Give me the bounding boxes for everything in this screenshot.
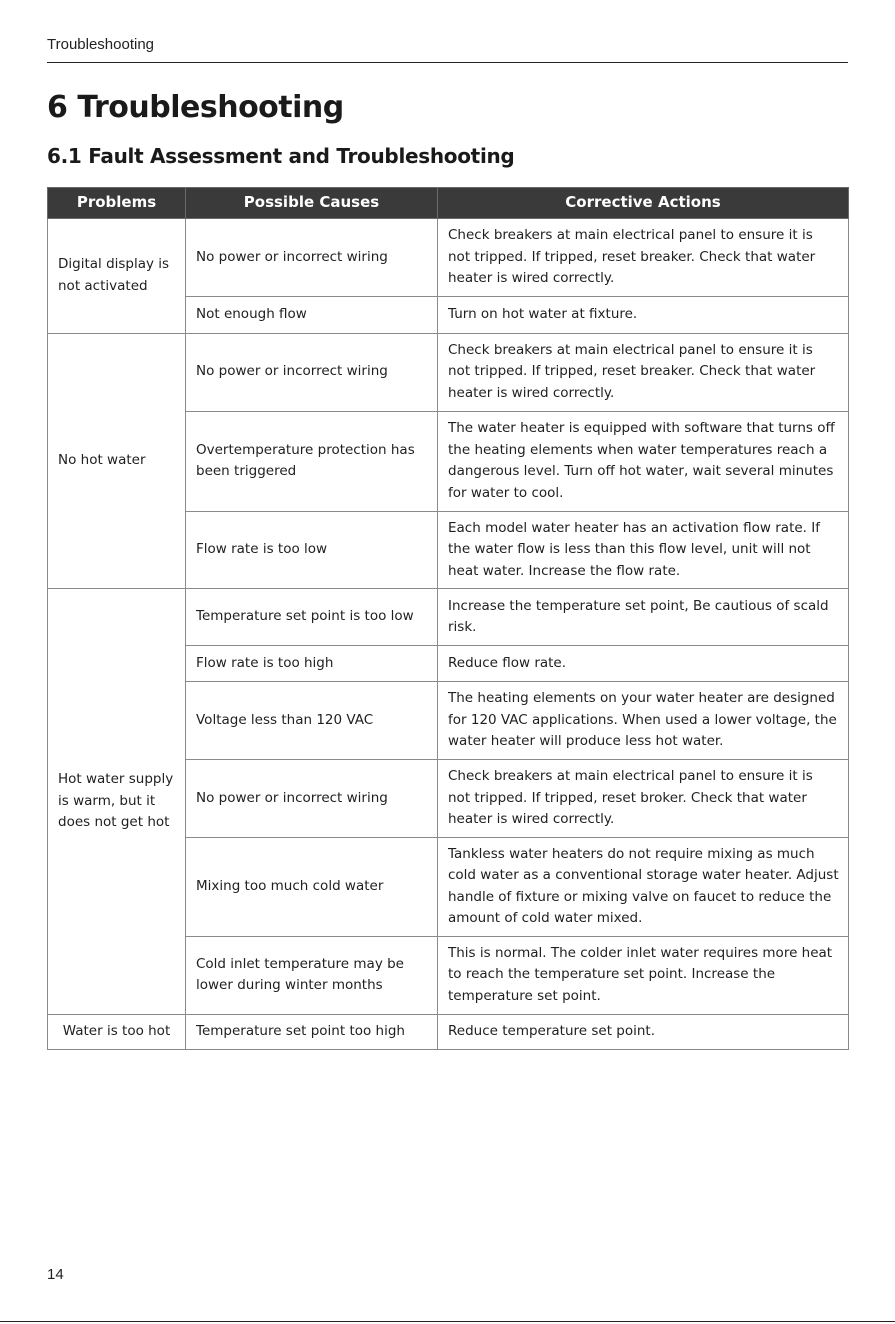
table-row <box>48 219 849 297</box>
fault-table <box>47 187 849 1050</box>
cause-cell: Overtemperature protection has been triggered <box>186 411 438 511</box>
fault-table-body <box>48 219 849 1050</box>
problem-cell: Hot water supply is warm, but it does not get hot <box>48 589 186 1015</box>
action-cell: Tankless water heaters do not require mixing as much cold water as a conventional storage water heater. Adjust handle of fixture or mixing valve on faucet to reduce the amount of cold water mixed. <box>438 837 849 936</box>
action-cell: Reduce flow rate. <box>438 646 849 682</box>
running-header: Troubleshooting <box>47 36 155 53</box>
header-row <box>48 188 849 219</box>
cause-cell: No power or incorrect wiring <box>186 760 438 838</box>
chapter-title: 6 Troubleshooting <box>47 90 344 125</box>
action-cell: Check breakers at main electrical panel to ensure it is not tripped. If tripped, reset breaker. Check that water heater is wired correctly. <box>438 219 849 297</box>
table-row <box>48 333 849 411</box>
action-cell: Reduce temperature set point. <box>438 1014 849 1049</box>
action-cell: Each model water heater has an activation flow rate. If the water flow is less than this flow level, unit will not heat water. Increase the flow rate. <box>438 511 849 589</box>
header-corrective-actions: Corrective Actions <box>438 188 849 219</box>
cause-cell: Flow rate is too high <box>186 646 438 682</box>
cause-cell: Voltage less than 120 VAC <box>186 682 438 760</box>
problem-cell: No hot water <box>48 333 186 589</box>
section-title: 6.1 Fault Assessment and Troubleshooting <box>47 144 515 168</box>
cause-cell: Mixing too much cold water <box>186 837 438 936</box>
cause-cell: No power or incorrect wiring <box>186 219 438 297</box>
cause-cell: Temperature set point too high <box>186 1014 438 1049</box>
cause-cell: Not enough flow <box>186 296 438 333</box>
cause-cell: No power or incorrect wiring <box>186 333 438 411</box>
header-problems: Problems <box>48 188 186 219</box>
problem-cell: Water is too hot <box>48 1014 186 1049</box>
problem-cell: Digital display is not activated <box>48 219 186 334</box>
header-possible-causes: Possible Causes <box>186 188 438 219</box>
action-cell: Increase the temperature set point, Be cautious of scald risk. <box>438 589 849 646</box>
action-cell: The water heater is equipped with software that turns off the heating elements when water temperatures reach a dangerous level. Turn off hot water, wait several minutes for water to cool. <box>438 411 849 511</box>
fault-table-head <box>48 188 849 219</box>
cause-cell: Cold inlet temperature may be lower during winter months <box>186 936 438 1014</box>
footer-rule <box>0 1321 895 1322</box>
cause-cell: Flow rate is too low <box>186 511 438 589</box>
header-rule <box>47 62 848 63</box>
table-row <box>48 589 849 646</box>
action-cell: Turn on hot water at fixture. <box>438 296 849 333</box>
action-cell: Check breakers at main electrical panel to ensure it is not tripped. If tripped, reset broker. Check that water heater is wired correctly. <box>438 760 849 838</box>
page-number: 14 <box>47 1266 64 1283</box>
action-cell: Check breakers at main electrical panel to ensure it is not tripped. If tripped, reset breaker. Check that water heater is wired correctly. <box>438 333 849 411</box>
cause-cell: Temperature set point is too low <box>186 589 438 646</box>
table-row <box>48 1014 849 1049</box>
action-cell: The heating elements on your water heater are designed for 120 VAC applications. When used a lower voltage, the water heater will produce less hot water. <box>438 682 849 760</box>
action-cell: This is normal. The colder inlet water requires more heat to reach the temperature set point. Increase the temperature set point. <box>438 936 849 1014</box>
